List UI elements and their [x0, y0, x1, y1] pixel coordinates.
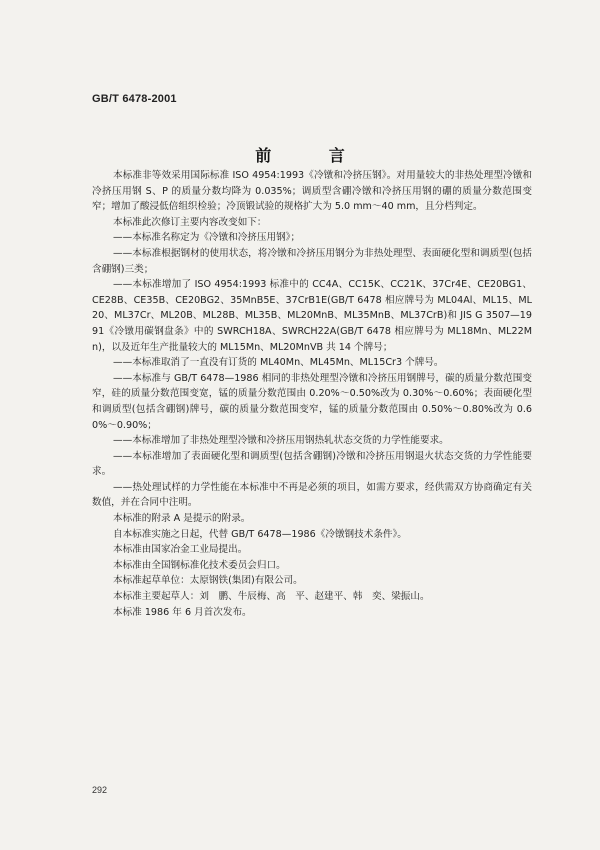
page-number: 292	[92, 785, 108, 795]
list-item: ——本标准增加了 ISO 4954:1993 标准中的 CC4A、CC15K、CC21K、37Cr4E、CE20BG1、CE28B、CE35B、CE20BG2、35MnB5E、37CrB1E(GB/T 6478 相应牌号为 ML04Al、ML15、ML20、ML37Cr、ML20B、ML28B、ML35B、ML20MnB、ML35MnB、ML37CrB)和 JIS G 3507—1991《冷镦用碳钢盘条》中的 SWRCH18A、SWRCH22A(GB/T 6478 相应牌号为 ML18Mn、ML22Mn)，以及近年生产批量较大的 ML15Mn、ML20MnVB 共 14 个牌号；	[92, 279, 532, 353]
paragraph: 本标准非等效采用国际标准 ISO 4954:1993《冷镦和冷挤压钢》。对用量较大的非热处理型冷镦和冷挤压用钢 S、P 的质量分数均降为 0.035%；调质型含硼冷镦和冷挤压用钢的硼的质量分数范围变窄；增加了酸浸低倍组织检验；冷顶锻试验的规格扩大为 5.0 mm～40 mm，且分档判定。	[92, 170, 532, 213]
paragraph: 自本标准实施之日起，代替 GB/T 6478—1986《冷镦钢技术条件》。	[113, 528, 407, 540]
list-item: ——本标准取消了一直没有订货的 ML40Mn、ML45Mn、ML15Cr3 个牌号。	[113, 357, 444, 369]
standard-code: GB/T 6478-2001	[92, 93, 177, 105]
page-title: 前 言	[255, 146, 371, 165]
paragraph: 本标准的附录 A 是提示的附录。	[113, 513, 251, 525]
paragraph: 本标准由国家冶金工业局提出。	[113, 544, 248, 556]
paragraph: 本标准由全国钢标准化技术委员会归口。	[113, 559, 286, 571]
paragraph: 本标准 1986 年 6 月首次发布。	[113, 606, 252, 618]
paragraph: 本标准主要起草人：刘 鹏、牛辰梅、高 平、赵建平、韩 奕、梁振山。	[113, 591, 430, 603]
list-item: ——本标准根据钢材的使用状态，将冷镦和冷挤压用钢分为非热处理型、表面硬化型和调质型(包括含硼钢)三类；	[92, 247, 532, 275]
paragraph: 本标准起草单位：太原钢铁(集团)有限公司。	[113, 575, 303, 587]
document-body	[92, 168, 532, 620]
list-item: ——热处理试样的力学性能在本标准中不再是必须的项目，如需方要求，经供需双方协商确定有关数值，并在合同中注明。	[92, 481, 532, 509]
list-item: ——本标准名称定为《冷镦和冷挤压用钢》；	[113, 232, 301, 244]
list-item: ——本标准增加了表面硬化型和调质型(包括含硼钢)冷镦和冷挤压用钢退火状态交货的力学性能要求。	[92, 450, 532, 478]
paragraph: 本标准此次修订主要内容改变如下：	[113, 216, 267, 228]
list-item: ——本标准增加了非热处理型冷镦和冷挤压用钢热轧状态交货的力学性能要求。	[113, 435, 449, 447]
list-item: ——本标准与 GB/T 6478—1986 相同的非热处理型冷镦和冷挤压用钢牌号，碳的质量分数范围变窄，硅的质量分数范围变宽，锰的质量分数范围由 0.20%～0.50%改为 0.30%～0.60%；表面硬化型和调质型(包括含硼钢)牌号，碳的质量分数范围变窄，锰的质量分数范围由 0.50%～0.80%改为 0.60%～0.90%；	[92, 372, 532, 431]
